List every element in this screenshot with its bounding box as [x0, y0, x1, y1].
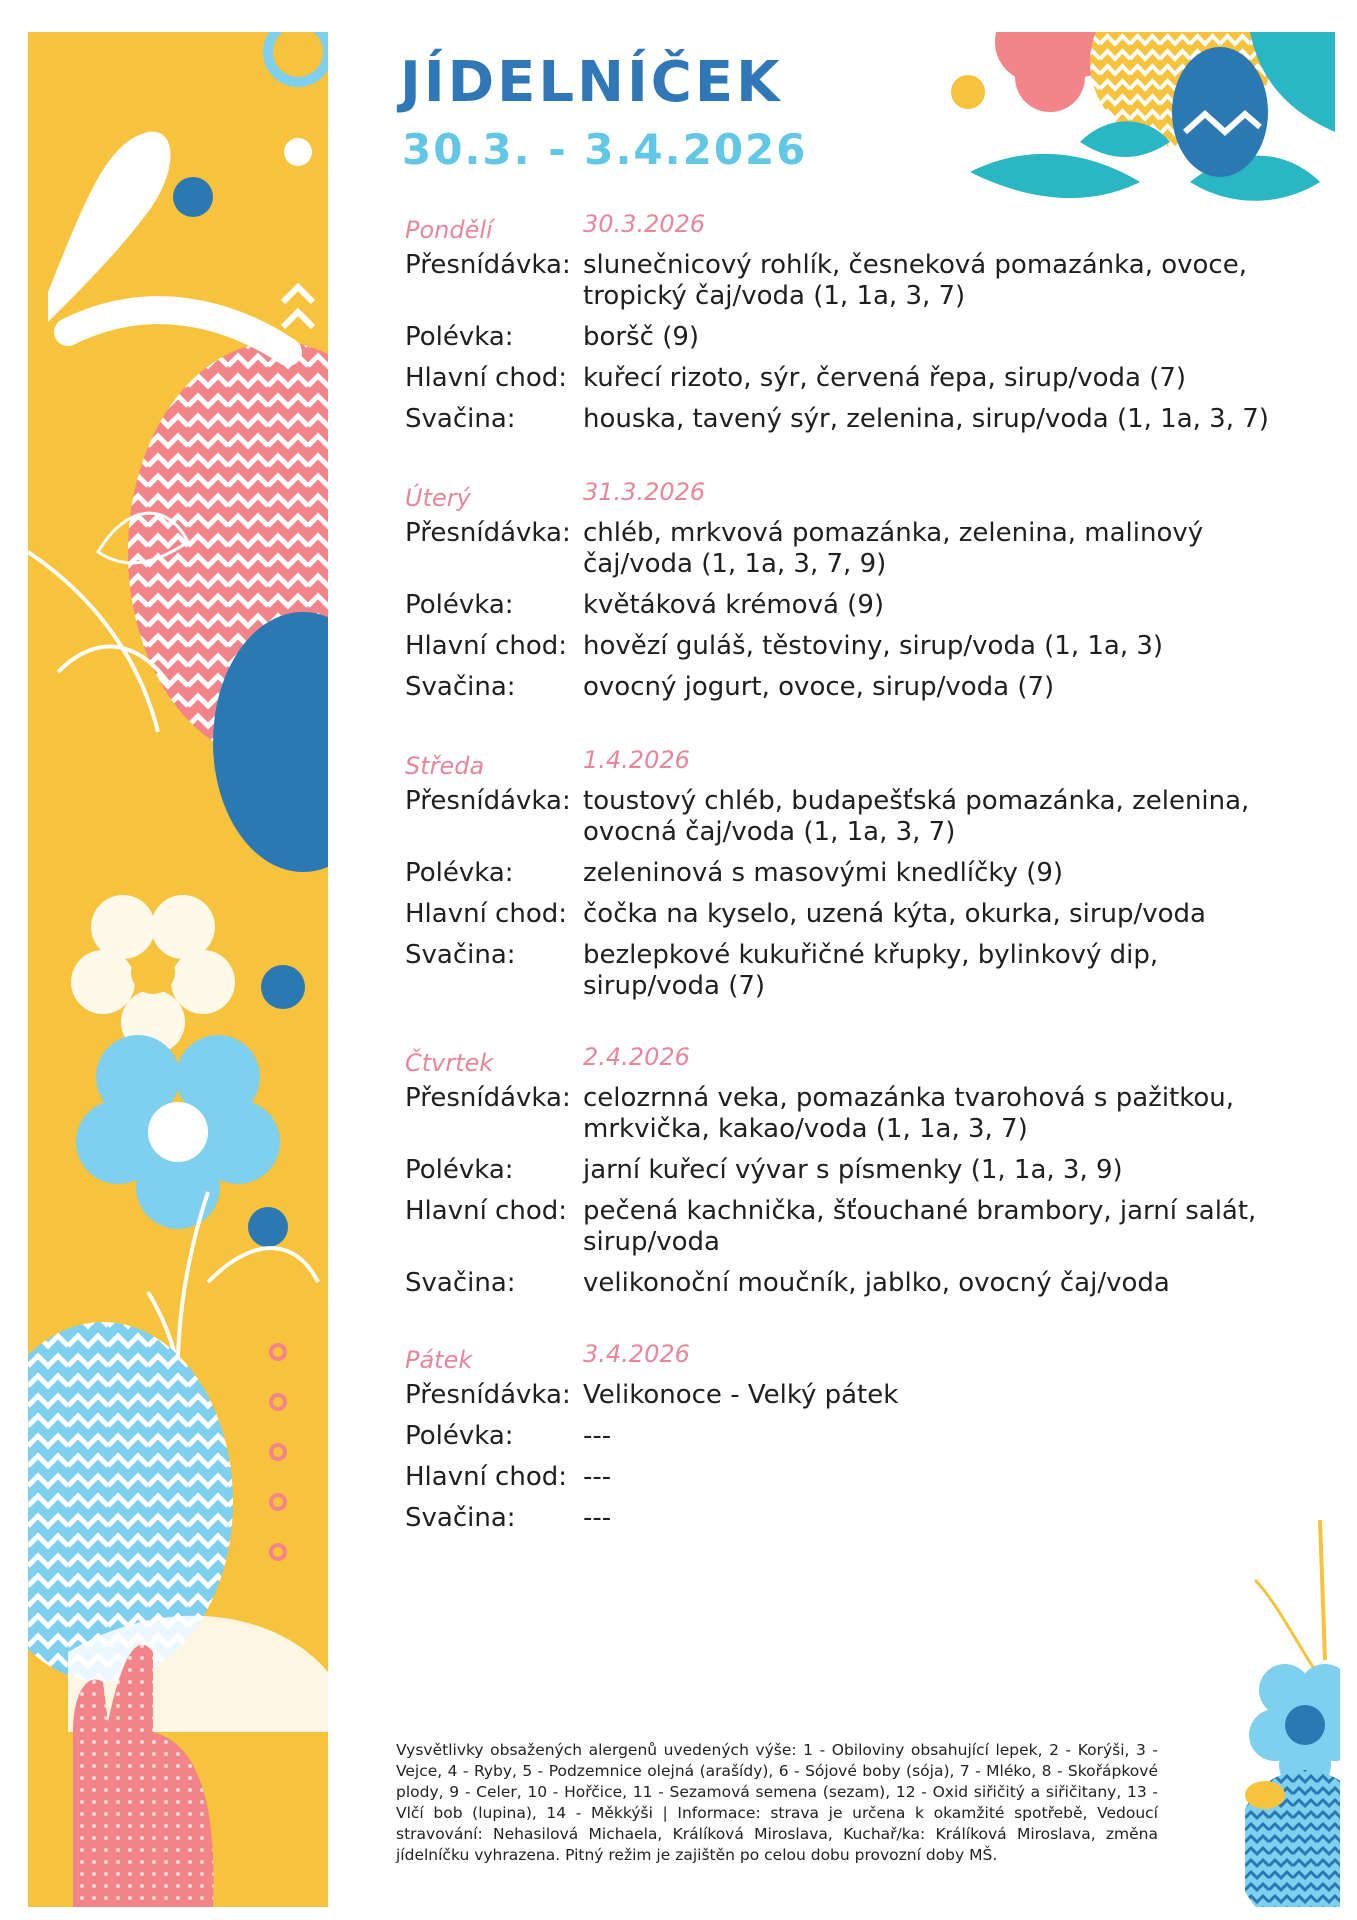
meal-row-snack-afternoon — [405, 672, 1285, 703]
day-tuesday — [405, 478, 1285, 713]
day-monday — [405, 210, 1285, 445]
meal-text: chléb, mrkvová pomazánka, zelenina, malinový čaj/voda (1, 1a, 3, 7, 9) — [583, 518, 1204, 579]
meal-text: --- — [583, 1462, 612, 1492]
day-name: Pondělí — [405, 216, 493, 244]
meal-label: Hlavní chod: — [405, 1462, 568, 1492]
meal-label: Přesnídávka: — [405, 250, 571, 280]
meal-text: Velikonoce - Velký pátek — [583, 1380, 899, 1410]
meal-row-soup — [405, 590, 1285, 621]
day-date: 3.4.2026 — [583, 1340, 690, 1368]
easter-decoration-strip — [28, 32, 328, 1907]
meal-text: toustový chléb, budapešťská pomazánka, zelenina, ovocná čaj/voda (1, 1a, 3, 7) — [583, 786, 1250, 847]
easter-decoration-top-right — [950, 32, 1335, 212]
meal-label: Polévka: — [405, 590, 514, 620]
day-thursday — [405, 1043, 1285, 1309]
day-date: 1.4.2026 — [583, 746, 690, 774]
meal-label: Polévka: — [405, 1421, 514, 1451]
day-name: Středa — [405, 752, 485, 780]
menu-date-range: 30.3. - 3.4.2026 — [402, 125, 808, 174]
meal-label: Svačina: — [405, 940, 516, 970]
blue-dot — [248, 1207, 288, 1247]
day-header — [405, 746, 1285, 786]
meal-text: čočka na kyselo, uzená kýta, okurka, sirup/voda — [583, 899, 1206, 929]
meal-row-main — [405, 1196, 1285, 1258]
meal-row-snack-morning — [405, 786, 1285, 848]
meal-row-soup — [405, 322, 1285, 353]
day-friday — [405, 1340, 1285, 1544]
day-date: 2.4.2026 — [583, 1043, 690, 1071]
allergen-footnote: Vysvětlivky obsažených alergenů uvedených výše: 1 - Obiloviny obsahující lepek, 2 - Korýši, 3 - Vejce, 4 - Ryby, 5 - Podzemnice olejná (arašídy), 6 - Sójové boby (sója), 7 - Mléko, 8 - Skořápkové plody, 9 - Celer, 10 - Hořčice, 11 - Sezamová semena (sezam), 12 - Oxid siřičitý a siřičitany, 13 - Vlčí bob (lupina), 14 - Měkkýši | Informace: strava je určena k okamžité spotřebě, Vedoucí stravování: Nehasilová Michaela, Králíková Miroslava, Kuchař/ka: Králíková Miroslava, změna jídelníčku vyhrazena. Pitný režim je zajištěn po celou dobu provozní doby MŠ. — [396, 1741, 1158, 1864]
meal-text: --- — [583, 1503, 612, 1533]
meal-label: Hlavní chod: — [405, 631, 568, 661]
meal-row-snack-afternoon — [405, 1268, 1285, 1299]
meal-text: ovocný jogurt, ovoce, sirup/voda (7) — [583, 672, 1055, 702]
meal-label: Hlavní chod: — [405, 899, 568, 929]
meal-label: Polévka: — [405, 1155, 514, 1185]
meal-label: Přesnídávka: — [405, 1380, 571, 1410]
meal-row-main — [405, 631, 1285, 662]
meal-row-main — [405, 363, 1285, 394]
meal-label: Přesnídávka: — [405, 786, 571, 816]
meal-row-snack-afternoon — [405, 1503, 1285, 1534]
meal-text: jarní kuřecí vývar s písmenky (1, 1a, 3, 9) — [583, 1155, 1123, 1185]
day-date: 31.3.2026 — [583, 478, 706, 506]
meal-text: --- — [583, 1421, 612, 1451]
meal-text: velikonoční moučník, jablko, ovocný čaj/voda — [583, 1268, 1170, 1298]
meal-row-snack-morning — [405, 1083, 1285, 1145]
meal-label: Přesnídávka: — [405, 518, 571, 548]
meal-label: Svačina: — [405, 672, 516, 702]
menu-title: JÍDELNÍČEK — [400, 50, 783, 115]
meal-label: Polévka: — [405, 858, 514, 888]
meal-text: boršč (9) — [583, 322, 700, 352]
meal-label: Hlavní chod: — [405, 363, 568, 393]
meal-label: Hlavní chod: — [405, 1196, 568, 1226]
meal-row-snack-morning — [405, 250, 1285, 312]
day-wednesday — [405, 746, 1285, 1012]
day-header — [405, 478, 1285, 518]
blue-egg — [1172, 47, 1268, 177]
meal-row-snack-afternoon — [405, 404, 1285, 435]
meal-label: Svačina: — [405, 1268, 516, 1298]
meal-text: hovězí guláš, těstoviny, sirup/voda (1, 1a, 3) — [583, 631, 1164, 661]
meal-row-soup — [405, 1155, 1285, 1186]
meal-text: kuřecí rizoto, sýr, červená řepa, sirup/voda (7) — [583, 363, 1187, 393]
white-dot — [284, 138, 312, 166]
blue-dot — [261, 965, 305, 1009]
meal-text: slunečnicový rohlík, česneková pomazánka, ovoce, tropický čaj/voda (1, 1a, 3, 7) — [583, 250, 1247, 311]
meal-label: Svačina: — [405, 1503, 516, 1533]
meal-text: celozrnná veka, pomazánka tvarohová s pažitkou, mrkvička, kakao/voda (1, 1a, 3, 7) — [583, 1083, 1235, 1144]
yellow-dot — [951, 75, 985, 109]
day-name: Čtvrtek — [405, 1049, 494, 1077]
meal-text: pečená kachnička, šťouchané brambory, jarní salát, sirup/voda — [583, 1196, 1257, 1257]
day-header — [405, 210, 1285, 250]
easter-decoration-bottom-right — [1245, 1520, 1340, 1907]
day-name: Úterý — [405, 484, 471, 512]
day-header — [405, 1043, 1285, 1083]
meal-row-snack-morning — [405, 518, 1285, 580]
meal-text: bezlepkové kukuřičné křupky, bylinkový dip, sirup/voda (7) — [583, 940, 1159, 1001]
meal-label: Svačina: — [405, 404, 516, 434]
meal-row-snack-afternoon — [405, 940, 1285, 1002]
meal-row-soup — [405, 858, 1285, 889]
meal-row-snack-morning — [405, 1380, 1285, 1411]
blue-dot — [173, 177, 213, 217]
day-date: 30.3.2026 — [583, 210, 706, 238]
teal-leaf — [970, 154, 1140, 198]
meal-text: květáková krémová (9) — [583, 590, 885, 620]
day-name: Pátek — [405, 1346, 473, 1374]
meal-label: Polévka: — [405, 322, 514, 352]
meal-row-soup — [405, 1421, 1285, 1452]
meal-label: Přesnídávka: — [405, 1083, 571, 1113]
meal-text: zeleninová s masovými knedlíčky (9) — [583, 858, 1064, 888]
meal-text: houska, tavený sýr, zelenina, sirup/voda (1, 1a, 3, 7) — [583, 404, 1269, 434]
meal-row-main — [405, 899, 1285, 930]
day-header — [405, 1340, 1285, 1380]
meal-row-main — [405, 1462, 1285, 1493]
